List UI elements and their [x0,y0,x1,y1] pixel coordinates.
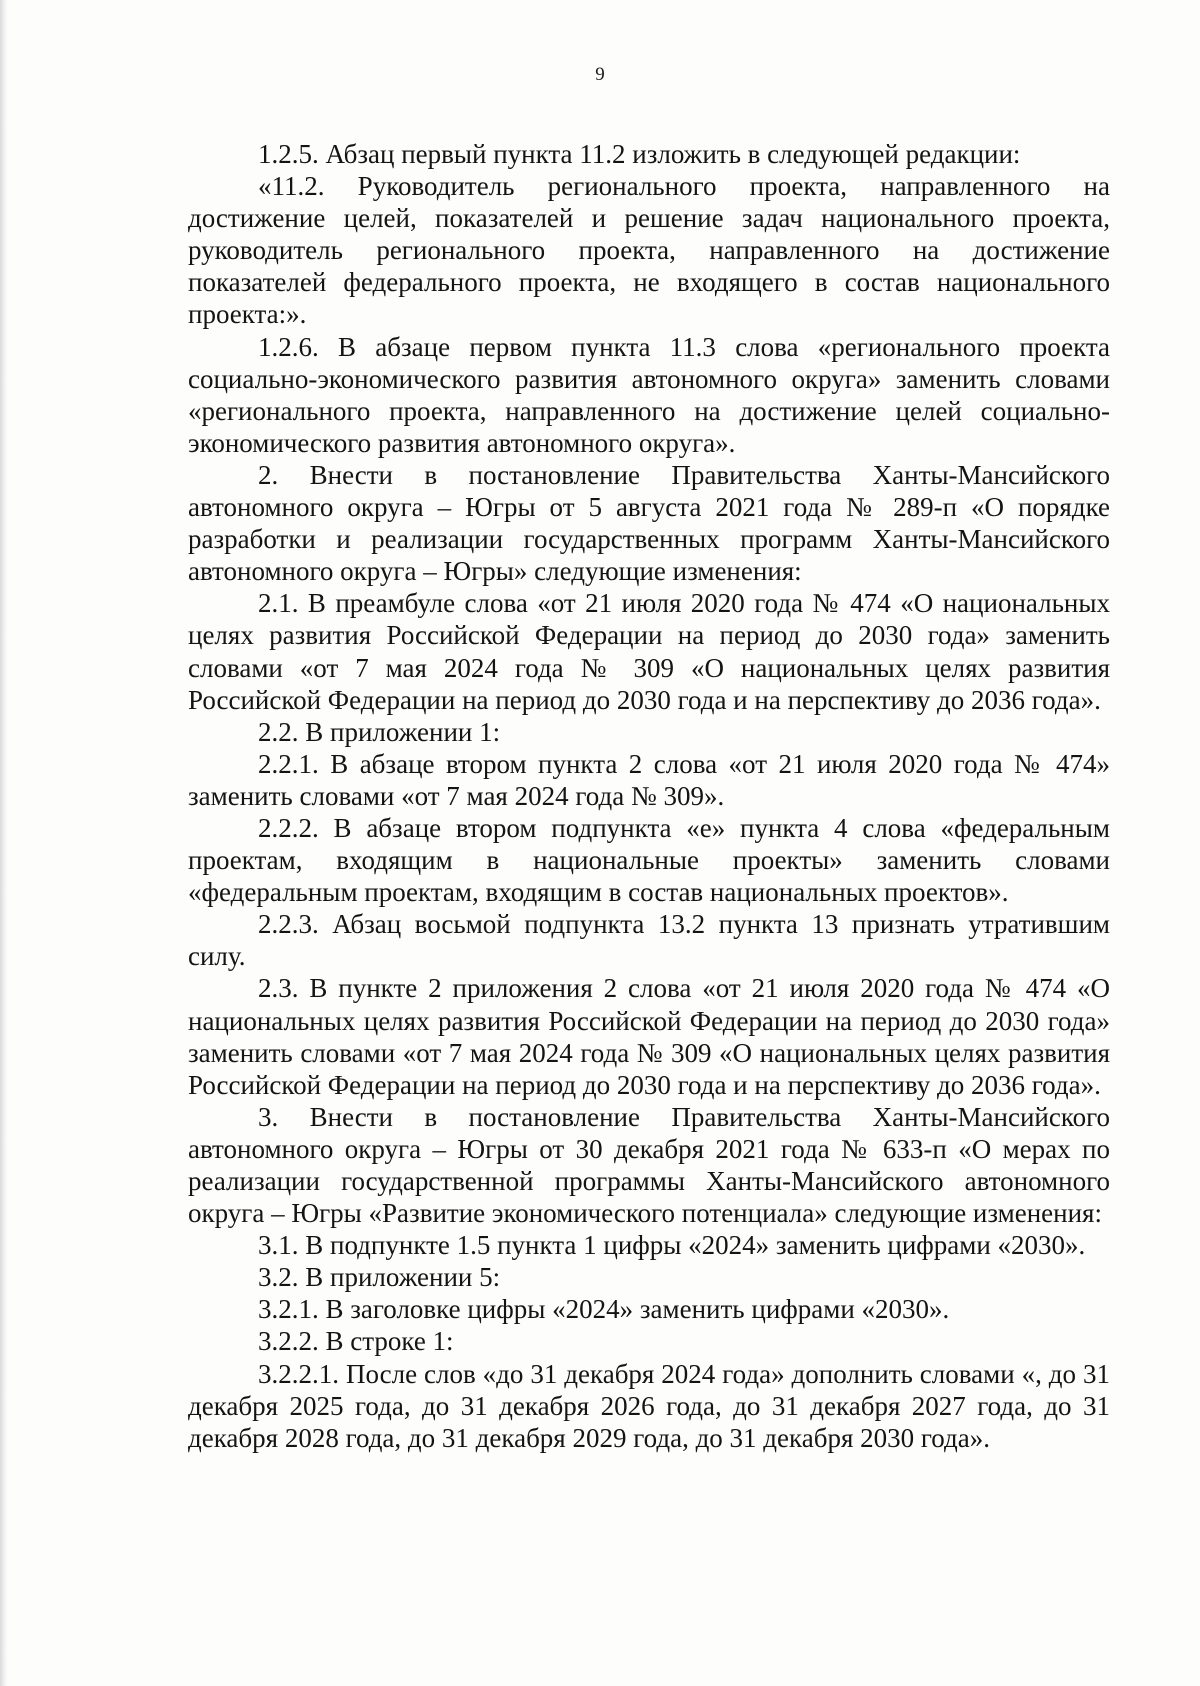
page-number: 9 [595,64,605,85]
paragraph-2-2-3: 2.2.3. Абзац восьмой подпункта 13.2 пункта 13 признать утратившим силу. [188,909,1110,972]
document-body [188,138,1110,1454]
paragraph-2: 2. Внести в постановление Правительства Ханты-Мансийского автономного округа – Югры от 5 августа 2021 года № 289-п «О порядке разработки и реализации государственных программ Ханты-Мансийского автономного округа – Югры» следующие изменения: [188,459,1110,587]
paragraph-quote-11-2: «11.2. Руководитель регионального проекта, направленного на достижение целей, показателей и решение задач национального проекта, руководитель регионального проекта, направленного на достижение показателей федерального проекта, не входящего в состав национального проекта:». [188,171,1110,330]
paragraph-1-2-6: 1.2.6. В абзаце первом пункта 11.3 слова «регионального проекта социально-экономического развития автономного округа» заменить словами «регионального проекта, направленного на достижение целей социально-экономического развития автономного округа». [188,331,1110,458]
paragraph-3-2-2: 3.2.2. В строке 1: [258,1326,454,1357]
paragraph-3-2: 3.2. В приложении 5: [258,1262,501,1293]
paragraph-2-2: 2.2. В приложении 1: [258,716,501,747]
paragraph-2-2-1: 2.2.1. В абзаце втором пункта 2 слова «от 21 июля 2020 года № 474» заменить словами «от 7 мая 2024 года № 309». [188,748,1110,811]
paragraph-3: 3. Внести в постановление Правительства Ханты-Мансийского автономного округа – Югры от 30 декабря 2021 года № 633-п «О мерах по реализации государственной программы Ханты-Мансийского автономного округа – Югры «Развитие экономического потенциала» следующие изменения: [188,1101,1110,1229]
paragraph-2-1: 2.1. В преамбуле слова «от 21 июля 2020 года № 474 «О национальных целях развития Российской Федерации на период до 2030 года» заменить словами «от 7 мая 2024 года № 309 «О национальных целях развития Российской Федерации на период до 2030 года и на перспективу до 2036 года». [188,588,1110,715]
paragraph-2-3: 2.3. В пункте 2 приложения 2 слова «от 21 июля 2020 года № 474 «О национальных целях развития Российской Федерации на период до 2030 года» заменить словами «от 7 мая 2024 года № 309 «О национальных целях развития Российской Федерации на период до 2030 года и на перспективу до 2036 года». [188,973,1110,1100]
paragraph-3-1: 3.1. В подпункте 1.5 пункта 1 цифры «2024» заменить цифрами «2030». [258,1230,1086,1261]
paragraph-3-2-2-1: 3.2.2.1. После слов «до 31 декабря 2024 года» дополнить словами «, до 31 декабря 2025 года, до 31 декабря 2026 года, до 31 декабря 2027 года, до 31 декабря 2028 года, до 31 декабря 2029 года, до 31 декабря 2030 года». [188,1358,1110,1453]
paragraph-1-2-5: 1.2.5. Абзац первый пункта 11.2 изложить в следующей редакции: [258,139,1021,169]
paragraph-2-2-2: 2.2.2. В абзаце втором подпункта «е» пункта 4 слова «федеральным проектам, входящим в национальные проекты» заменить словами «федеральным проектам, входящим в состав национальных проектов». [188,812,1110,908]
paragraph-3-2-1: 3.2.1. В заголовке цифры «2024» заменить цифрами «2030». [258,1294,950,1325]
